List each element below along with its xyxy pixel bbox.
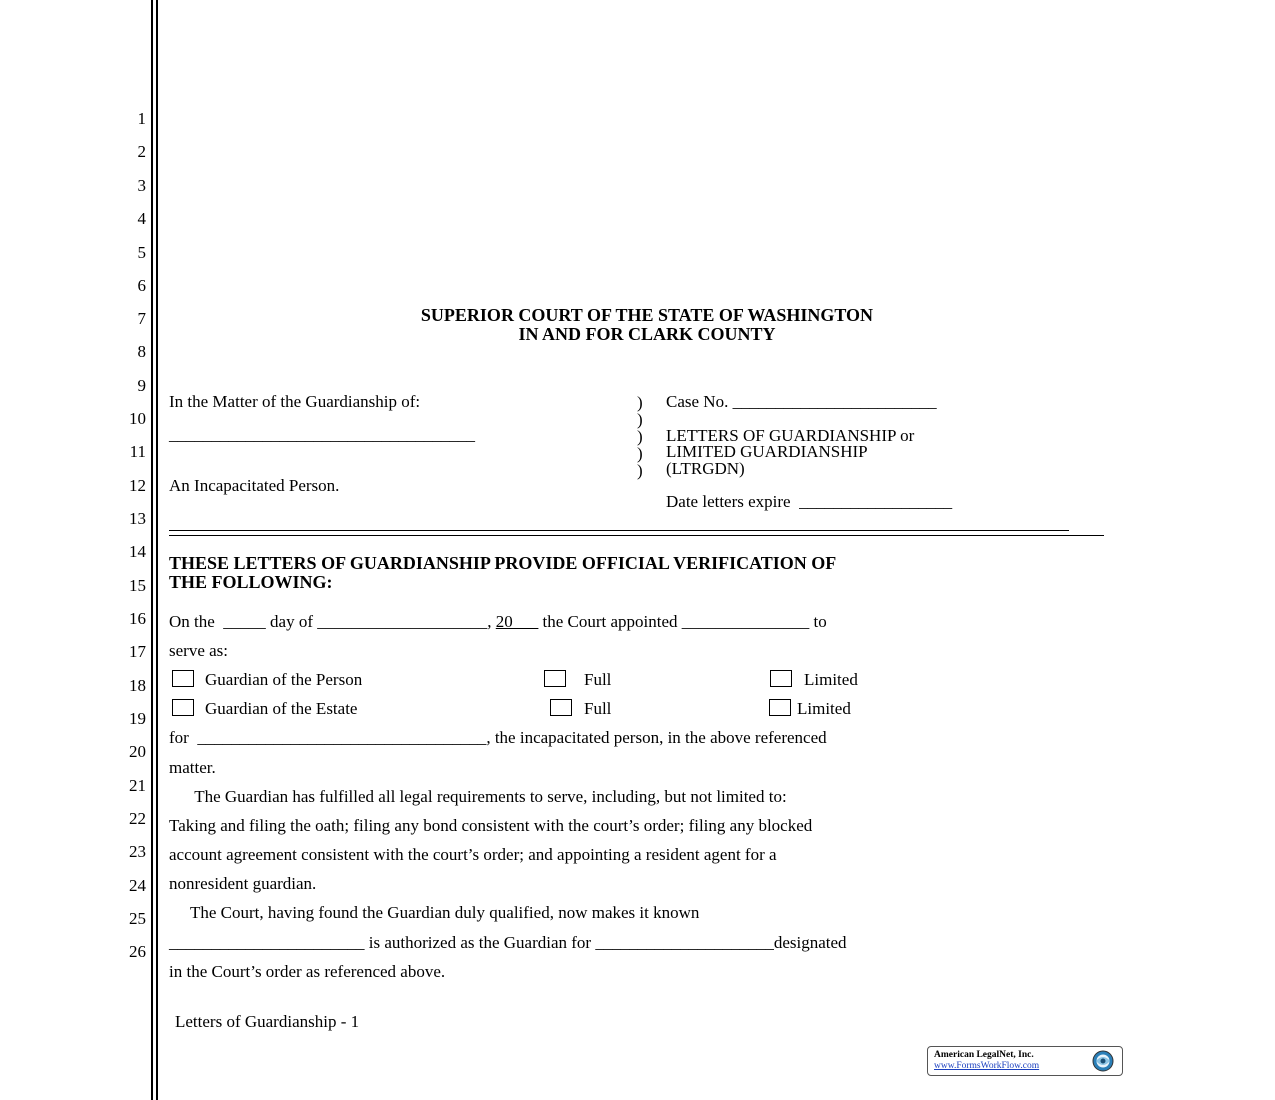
body-text: matter. xyxy=(169,758,216,777)
person-limited-checkbox[interactable] xyxy=(770,670,792,687)
incapacitated-person-label: An Incapacitated Person. xyxy=(169,476,340,495)
line-number: 4 xyxy=(137,209,146,228)
estate-full-label: Full xyxy=(584,699,612,718)
line-number: 1 xyxy=(137,109,146,128)
verification-heading: THESE LETTERS OF GUARDIANSHIP PROVIDE OFFICIAL VERIFICATION OF xyxy=(169,553,837,573)
line-number: 19 xyxy=(129,709,146,728)
line-number: 15 xyxy=(129,576,146,595)
line-number: 8 xyxy=(137,342,146,361)
line-number: 17 xyxy=(129,642,146,661)
caption-divider xyxy=(169,530,1069,531)
line-number: 2 xyxy=(137,142,146,161)
case-number-field[interactable]: Case No. ________________________ xyxy=(666,392,937,411)
line-number: 13 xyxy=(129,509,146,528)
margin-rule-right xyxy=(156,0,158,1100)
caption-paren: ) xyxy=(637,461,643,480)
line-number: 21 xyxy=(129,776,146,795)
body-text: account agreement consistent with the court’s order; and appointing a resident agent for a xyxy=(169,845,777,864)
body-text: The Guardian has fulfilled all legal requirements to serve, including, but not limited to: xyxy=(169,787,787,806)
logo-company: American LegalNet, Inc. xyxy=(934,1050,1034,1060)
document-title-line1: LETTERS OF GUARDIANSHIP or xyxy=(666,426,915,445)
line-number: 10 xyxy=(129,409,146,428)
line-number: 23 xyxy=(129,842,146,861)
american-legalnet-logo[interactable] xyxy=(927,1046,1123,1076)
line-number: 5 xyxy=(137,243,146,262)
body-text: in the Court’s order as referenced above. xyxy=(169,962,446,981)
globe-icon xyxy=(1087,1049,1119,1073)
caption-paren: ) xyxy=(637,393,643,412)
caption-paren: ) xyxy=(637,427,643,446)
line-number: 20 xyxy=(129,742,146,761)
guardian-estate-checkbox[interactable] xyxy=(172,699,194,716)
guardian-estate-label: Guardian of the Estate xyxy=(205,699,358,718)
serve-as-label: serve as: xyxy=(169,641,229,660)
person-limited-label: Limited xyxy=(804,670,858,689)
line-number: 25 xyxy=(129,909,146,928)
estate-limited-label: Limited xyxy=(797,699,851,718)
page-footer-label: Letters of Guardianship - 1 xyxy=(175,1012,360,1031)
line-number: 9 xyxy=(137,376,146,395)
caption-divider xyxy=(169,535,1104,536)
line-number: 16 xyxy=(129,609,146,628)
margin-rule-left xyxy=(151,0,153,1100)
line-number: 26 xyxy=(129,942,146,961)
authorization-line[interactable]: _______________________ is authorized as the Guardian for _____________________designated xyxy=(169,933,847,952)
line-number: 12 xyxy=(129,476,146,495)
caption-paren: ) xyxy=(637,410,643,429)
line-number: 24 xyxy=(129,876,146,895)
estate-limited-checkbox[interactable] xyxy=(769,699,791,716)
incapacitated-person-line[interactable]: for __________________________________, the incapacitated person, in the above referenced xyxy=(169,728,827,747)
caption-paren: ) xyxy=(637,444,643,463)
appointment-date: On the _____ day of ____________________, xyxy=(169,612,496,631)
person-full-checkbox[interactable] xyxy=(544,670,566,687)
verification-heading-cont: THE FOLLOWING: xyxy=(169,572,333,592)
matter-of-label: In the Matter of the Guardianship of: xyxy=(169,392,421,411)
court-name: SUPERIOR COURT OF THE STATE OF WASHINGTON xyxy=(420,305,874,325)
line-number: 6 xyxy=(137,276,146,295)
line-number: 22 xyxy=(129,809,146,828)
court-county: IN AND FOR CLARK COUNTY xyxy=(518,324,776,344)
body-text: The Court, having found the Guardian duly qualified, now makes it known xyxy=(169,903,700,922)
line-number: 11 xyxy=(129,442,146,461)
date-letters-expire-field[interactable]: Date letters expire __________________ xyxy=(666,492,953,511)
appointment-year: 20___ xyxy=(495,612,539,631)
line-number: 3 xyxy=(137,176,146,195)
appointment-line[interactable] xyxy=(169,612,827,632)
guardianship-name-blank[interactable]: ____________________________________ xyxy=(169,425,475,444)
document-title-line2: LIMITED GUARDIANSHIP xyxy=(666,442,868,461)
line-number: 18 xyxy=(129,676,146,695)
document-title-code: (LTRGDN) xyxy=(666,459,745,478)
guardian-person-label: Guardian of the Person xyxy=(205,670,363,689)
logo-url-link[interactable]: www.FormsWorkFlow.com xyxy=(934,1061,1040,1071)
body-text: Taking and filing the oath; filing any bond consistent with the court’s order; filing any blocked xyxy=(169,816,813,835)
person-full-label: Full xyxy=(584,670,612,689)
line-number: 14 xyxy=(129,542,146,561)
body-text: nonresident guardian. xyxy=(169,874,317,893)
appointed-guardian: the Court appointed _______________ to xyxy=(538,612,827,631)
line-number: 7 xyxy=(137,309,146,328)
estate-full-checkbox[interactable] xyxy=(550,699,572,716)
guardian-person-checkbox[interactable] xyxy=(172,670,194,687)
